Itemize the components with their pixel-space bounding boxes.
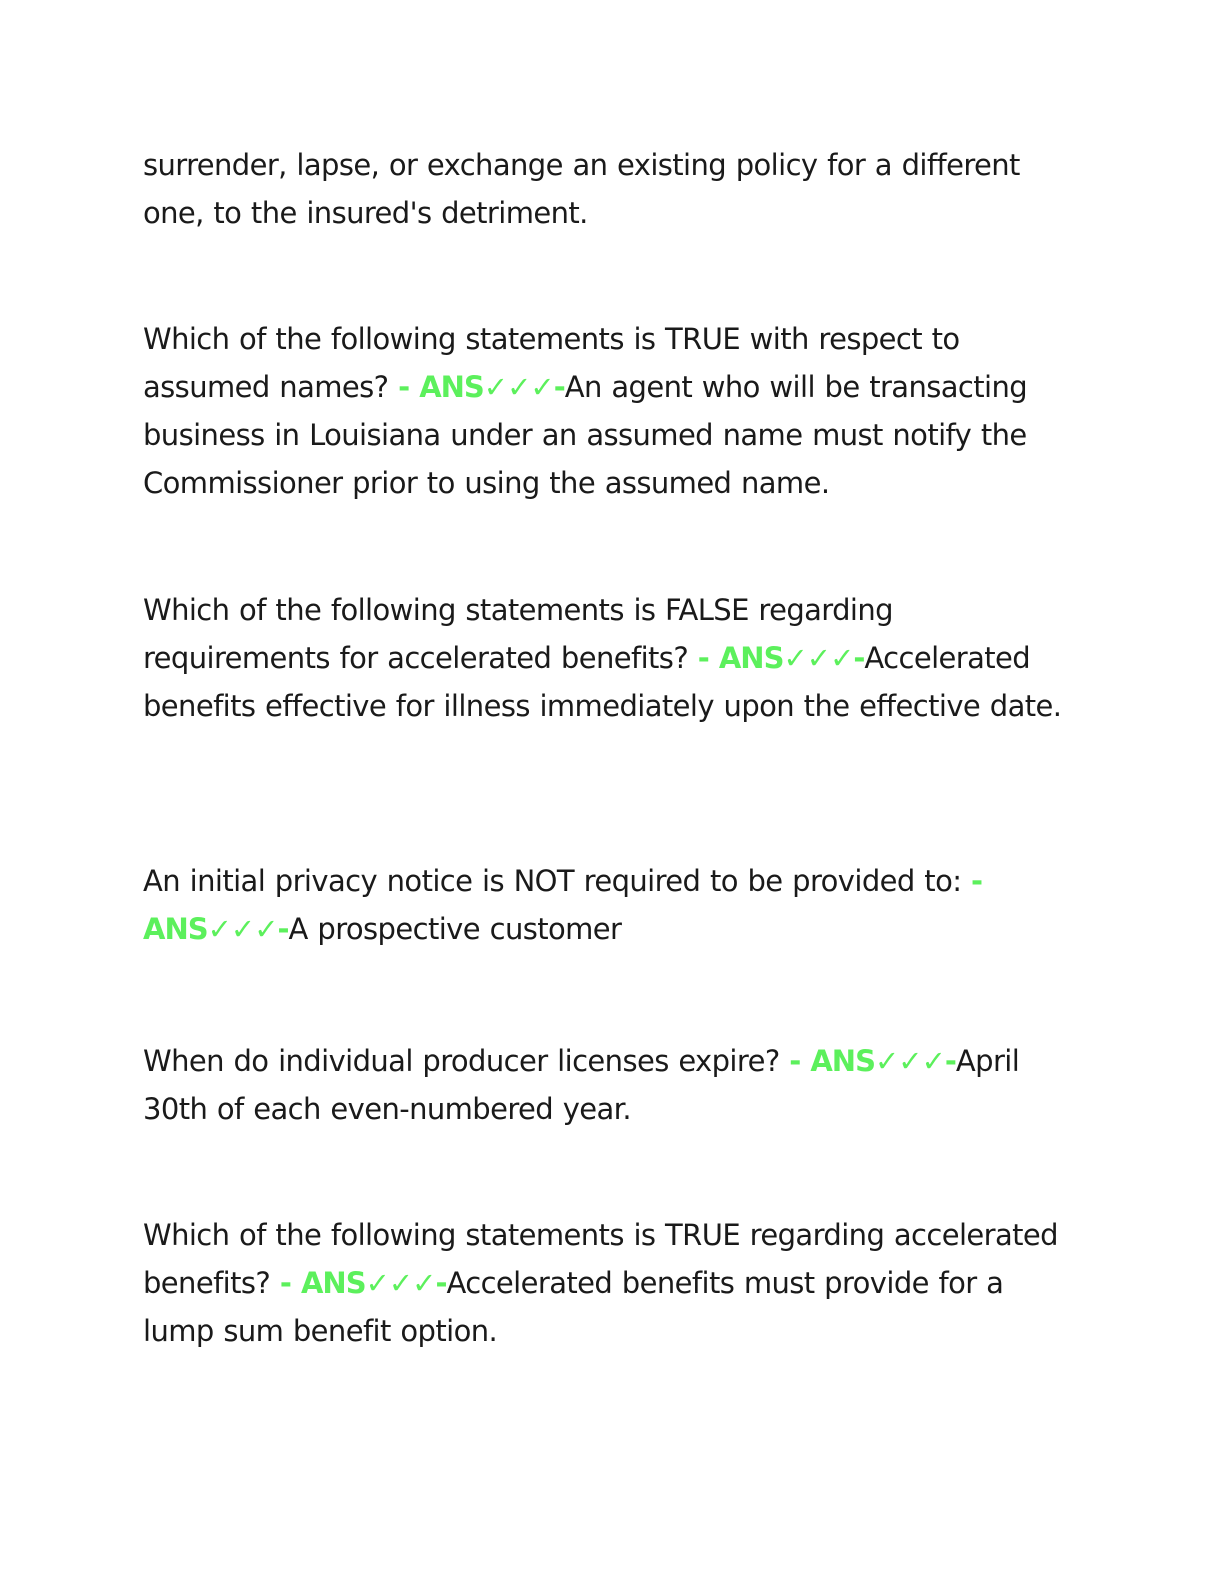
qa-entry (143, 315, 1073, 507)
answer-text: A prospective customer (288, 912, 622, 946)
qa-entry (143, 1037, 1073, 1133)
answer-text: An agent who will be transacting business in Louisiana under an assumed name must notify the Commissioner prior to using the assumed name. (143, 370, 1028, 500)
qa-entry (143, 586, 1073, 730)
qa-entry-continuation (143, 141, 1073, 237)
answer-text: Accelerated benefits effective for illness immediately upon the effective date. (143, 641, 1062, 723)
answer-marker: - ANS✓✓✓- (143, 864, 983, 946)
answer-marker: - ANS✓✓✓- (697, 641, 865, 675)
answer-text: Accelerated benefits must provide for a lump sum benefit option. (143, 1266, 1004, 1348)
question-text: An initial privacy notice is NOT required to be provided to: (143, 864, 972, 898)
answer-marker: - ANS✓✓✓- (789, 1044, 956, 1078)
question-text: Which of the following statements is TRUE with respect to assumed names? (143, 322, 960, 404)
question-text: When do individual producer licenses expire? (143, 1044, 790, 1078)
answer-text: surrender, lapse, or exchange an existing policy for a different one, to the insured's detriment. (143, 148, 1020, 230)
question-text: Which of the following statements is TRUE regarding accelerated benefits? (143, 1218, 1058, 1300)
qa-entry (143, 857, 1073, 953)
answer-marker: - ANS✓✓✓- (279, 1266, 447, 1300)
question-text: Which of the following statements is FALSE regarding requirements for accelerated benefits? (143, 593, 893, 675)
qa-entry (143, 1211, 1073, 1355)
answer-marker: - ANS✓✓✓- (398, 370, 565, 404)
answer-text: April 30th of each even-numbered year. (143, 1044, 1020, 1126)
